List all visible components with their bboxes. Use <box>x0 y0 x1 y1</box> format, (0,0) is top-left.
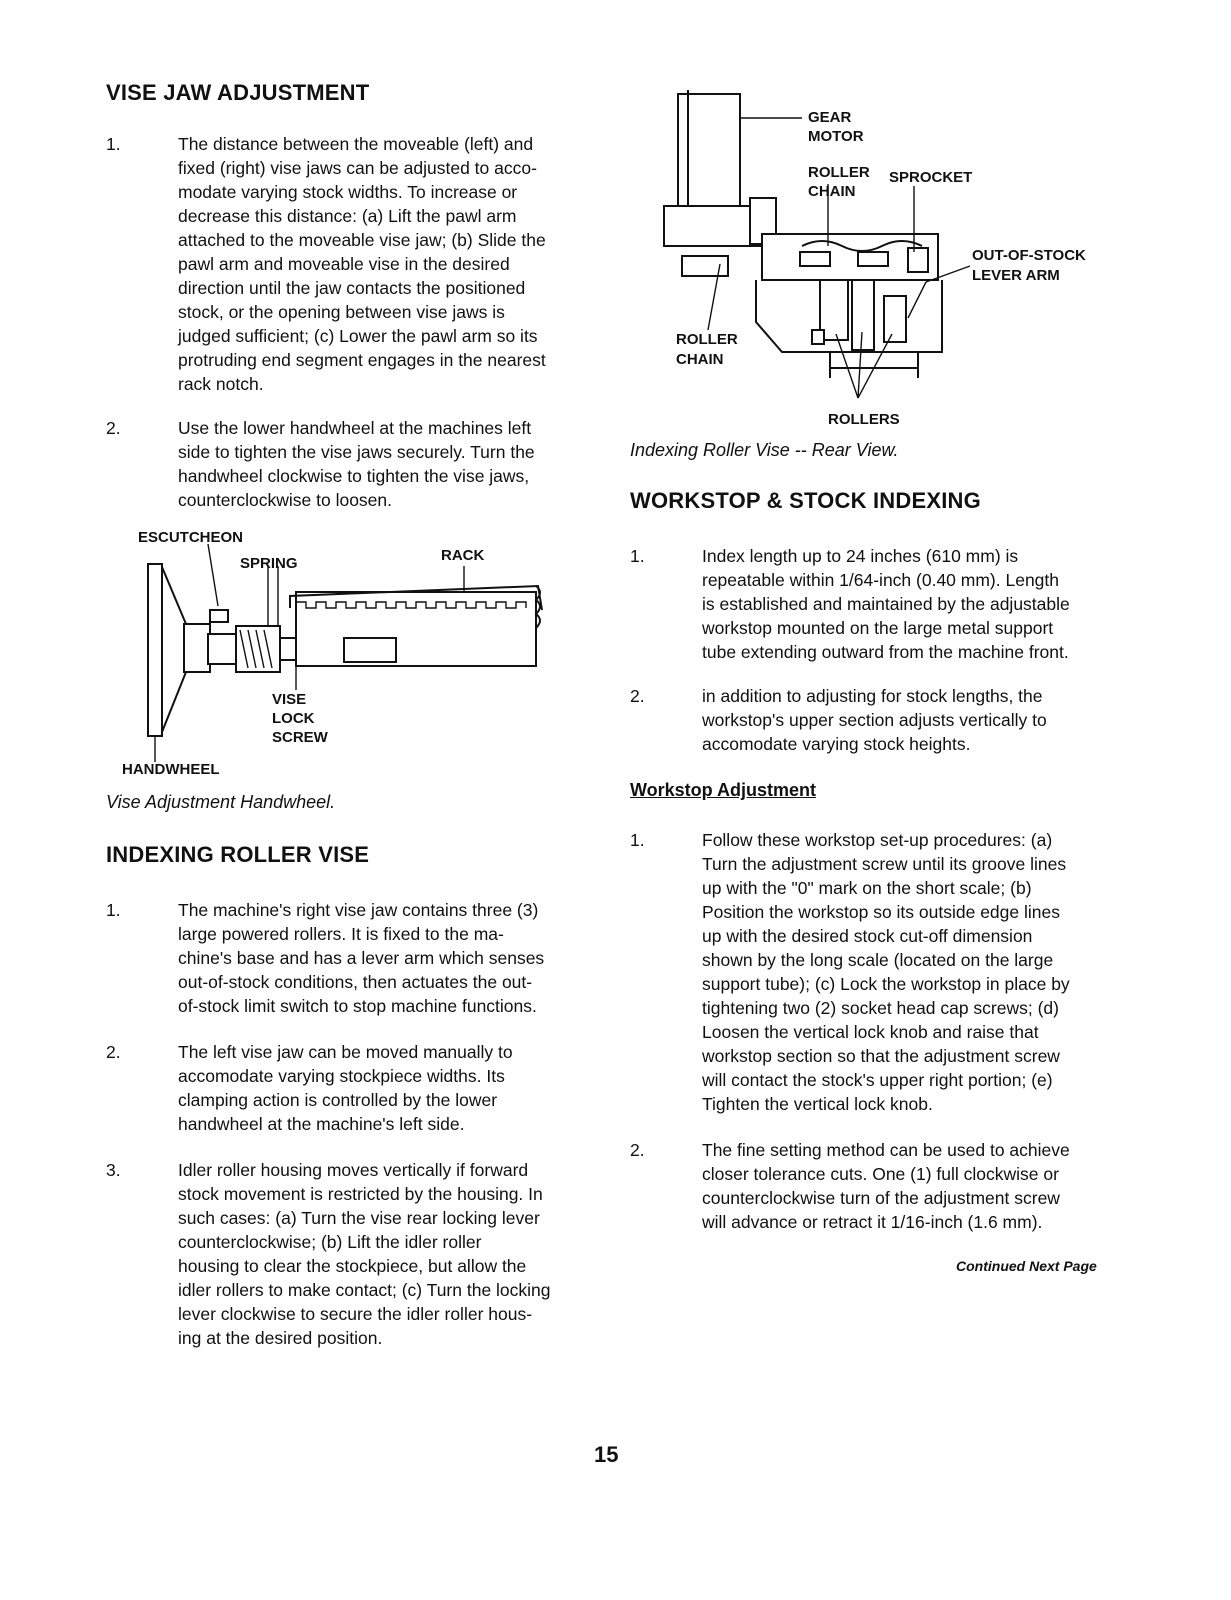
list-item <box>630 544 1110 664</box>
label-sprocket: SPROCKET <box>889 169 973 186</box>
item-text: Index length up to 24 inches (610 mm) is repeatable within 1/64-inch (0.40 mm). Length is established and maintained by the adjustable workstop mounted on the large metal support tube extending outward from the machine front. <box>702 546 1070 662</box>
list-item <box>106 416 606 512</box>
item-text: in addition to adjusting for stock lengths, the workstop's upper section adjusts vertically to accomodate varying stock heights. <box>702 686 1047 754</box>
subheading-workstop-adjustment: Workstop Adjustment <box>630 780 817 800</box>
handwheel-diagram <box>100 522 580 784</box>
item-number: 1. <box>630 546 645 566</box>
label-escutcheon: ESCUTCHEON <box>138 529 244 546</box>
item-number: 1. <box>630 830 645 850</box>
item-text: The machine's right vise jaw contains three (3) large powered rollers. It is fixed to the ma- chine's base and has a lever arm which senses out-of-stock conditions, then actuates the out- of-stock limit switch to stop machine functions. <box>178 900 545 1016</box>
label-spring: SPRING <box>240 555 298 572</box>
caption-indexing-roller-vise-rear-view: Indexing Roller Vise -- Rear View. <box>630 440 899 460</box>
handwheel-figure <box>100 522 580 784</box>
item-number: 1. <box>106 900 121 920</box>
item-text: Follow these workstop set-up procedures: (a) Turn the adjustment screw until its groove lines up with the "0" mark on the short scale; (b) Position the workstop so its outside edge lines up with the desired stock cut-off dimension shown by the long scale (located on the large support tube); (c) Lock the workstop in place by tightening two (2) socket head cap screws; (d) Loosen the vertical lock knob and raise that workstop section so that the adjustment screw will contact the stock's upper right portion; (e) Tighten the vertical lock knob. <box>702 830 1070 1114</box>
caption-vise-adjustment-handwheel: Vise Adjustment Handwheel. <box>106 792 336 812</box>
label-motor: MOTOR <box>808 128 864 145</box>
label-lever-arm: LEVER ARM <box>972 267 1060 284</box>
list-item <box>106 1158 606 1350</box>
item-text: The fine setting method can be used to achieve closer tolerance cuts. One (1) full clockwise or counterclockwise turn of the adjustment screw will advance or retract it 1/16-inch (1.6 mm). <box>702 1140 1070 1232</box>
list-item <box>630 1138 1110 1234</box>
item-text: Use the lower handwheel at the machines left side to tighten the vise jaws securely. Turn the handwheel clockwise to tighten the vise jaws, counterclockwise to loosen. <box>178 418 535 510</box>
item-number: 1. <box>106 134 121 154</box>
list-item <box>106 1040 606 1136</box>
label-chain-lower: CHAIN <box>676 351 724 368</box>
rear-view-figure <box>652 86 1112 436</box>
label-roller-upper: ROLLER <box>808 164 870 181</box>
item-number: 2. <box>106 418 121 438</box>
heading-vise-jaw-adjustment: VISE JAW ADJUSTMENT <box>106 80 370 105</box>
page-number: 15 <box>594 1442 619 1467</box>
label-rollers: ROLLERS <box>828 411 900 428</box>
list-item <box>630 828 1110 1116</box>
label-out-of-stock: OUT-OF-STOCK <box>972 247 1086 264</box>
label-vise: VISE <box>272 691 307 708</box>
item-number: 2. <box>630 1140 645 1160</box>
list-item <box>630 684 1110 756</box>
label-screw: SCREW <box>272 729 328 746</box>
label-chain-upper: CHAIN <box>808 183 856 200</box>
item-text: The distance between the moveable (left) and fixed (right) vise jaws can be adjusted to acco- modate varying stock widths. To increase or decrease this distance: (a) Lift the pawl arm attached to the moveable vise jaw; (b) Slide the pawl arm and moveable vise in the desired direction until the jaw contacts the positioned stock, or the opening between vise jaws is judged sufficient; (c) Lower the pawl arm so its protruding end segment engages in the nearest rack notch. <box>178 134 546 394</box>
label-gear: GEAR <box>808 109 852 126</box>
continued-next-page: Continued Next Page <box>956 1258 1097 1274</box>
label-lock: LOCK <box>272 710 315 727</box>
heading-workstop-stock-indexing: WORKSTOP & STOCK INDEXING <box>630 488 981 513</box>
item-number: 2. <box>106 1042 121 1062</box>
list-item <box>106 898 606 1018</box>
item-text: The left vise jaw can be moved manually to accomodate varying stockpiece widths. Its clamping action is controlled by the lower handwheel at the machine's left side. <box>178 1042 513 1134</box>
label-rack: RACK <box>441 547 485 564</box>
heading-indexing-roller-vise: INDEXING ROLLER VISE <box>106 842 370 867</box>
item-number: 3. <box>106 1160 121 1180</box>
label-roller-lower: ROLLER <box>676 331 738 348</box>
label-handwheel: HANDWHEEL <box>122 761 220 778</box>
item-number: 2. <box>630 686 645 706</box>
item-text: Idler roller housing moves vertically if forward stock movement is restricted by the housing. In such cases: (a) Turn the vise rear locking lever counterclockwise; (b) Lift the idler roller housing to clear the stockpiece, but allow the idler rollers to make contact; (c) Turn the locking lever clockwise to secure the idler roller hous- ing at the desired position. <box>178 1160 551 1348</box>
list-item <box>106 132 606 396</box>
